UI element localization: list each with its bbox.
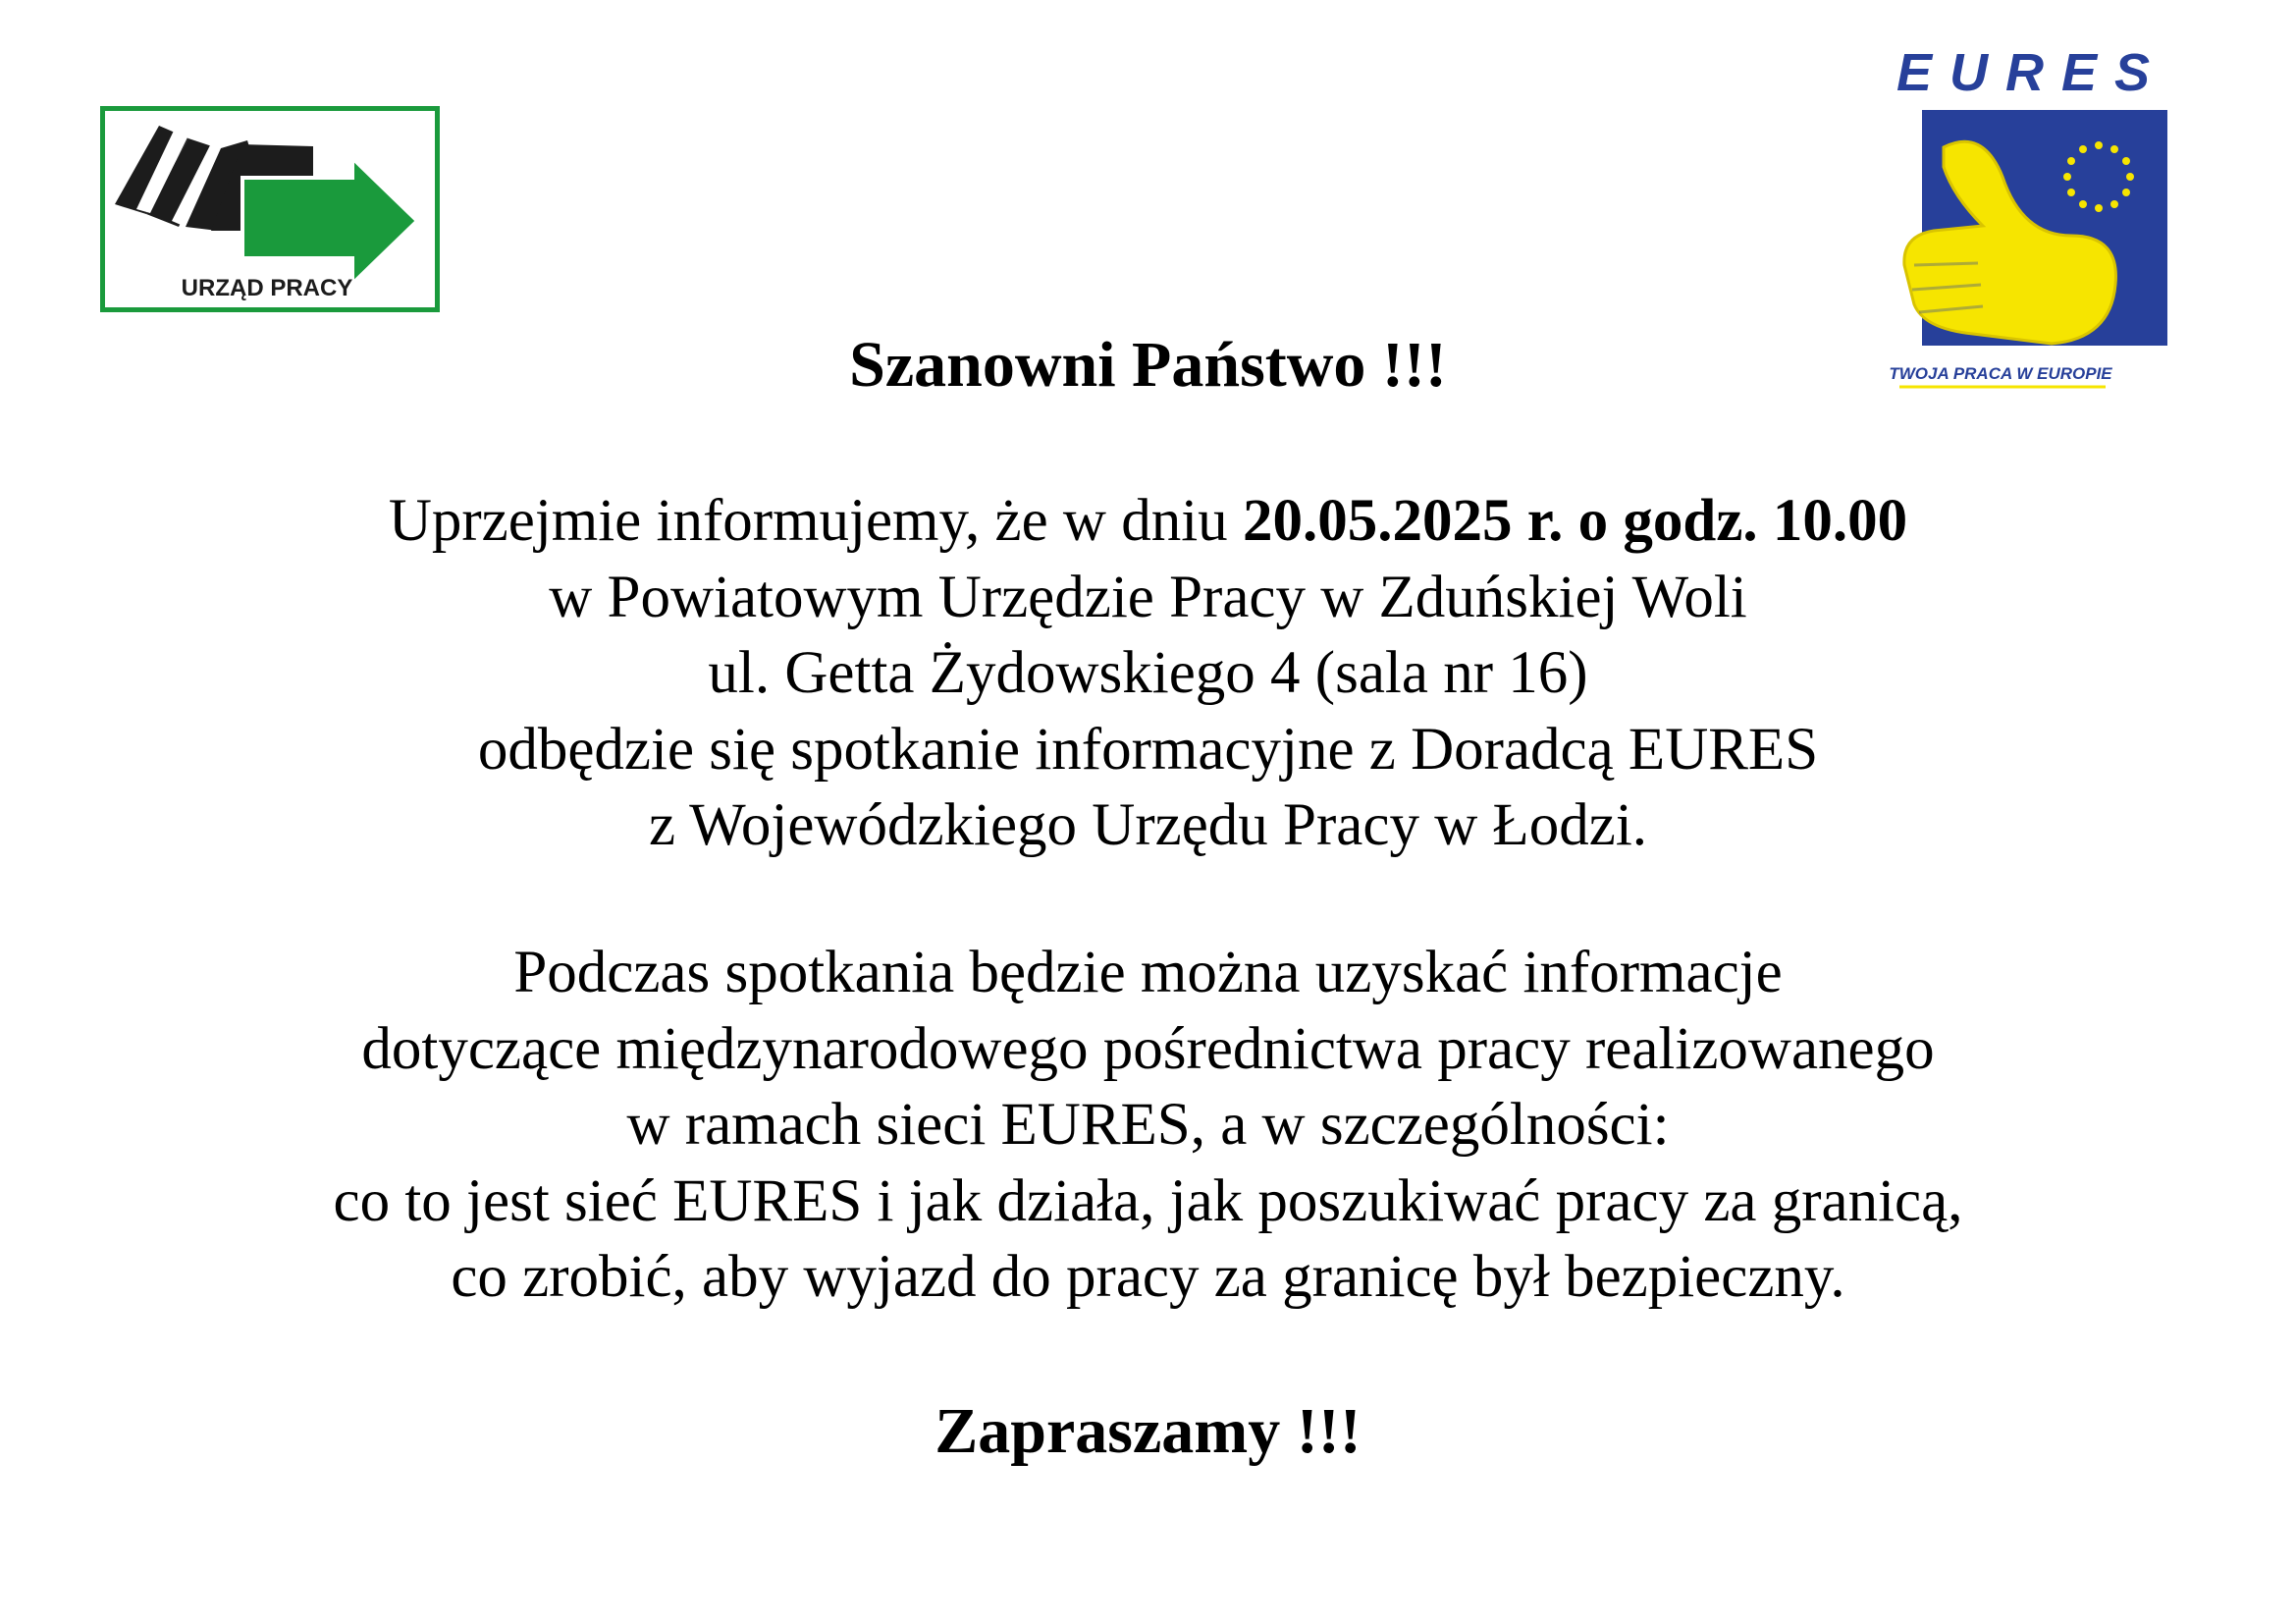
meeting-info-paragraph [0, 483, 2296, 864]
urzad-pracy-logo [100, 106, 440, 312]
details-line-2: dotyczące międzynarodowego pośrednictwa pracy realizowanego [361, 1015, 1935, 1082]
details-line-1: Podczas spotkania będzie można uzyskać informacje [513, 940, 1783, 1005]
details-line-3: w ramach sieci EURES, a w szczególności: [626, 1092, 1670, 1158]
urzad-pracy-emblem-icon [105, 111, 435, 307]
meeting-date-time: 20.05.2025 r. o godz. 10.00 [1242, 488, 1908, 554]
urzad-pracy-label: URZĄD PRACY [181, 275, 353, 301]
meeting-details-paragraph [0, 935, 2296, 1316]
meeting-topic-line: odbędzie się spotkanie informacyjne z Doradcą EURES [477, 716, 1819, 783]
page-title: Szanowni Państwo !!! [849, 329, 1447, 401]
meeting-intro-text: Uprzejmie informujemy, że w dniu [388, 488, 1243, 554]
meeting-address-line: ul. Getta Żydowskiego 4 (sala nr 16) [708, 640, 1588, 706]
details-line-5: co zrobić, aby wyjazd do pracy za granicę był bezpieczny. [451, 1244, 1845, 1310]
eures-tagline: TWOJA PRACA W EUROPIE [1889, 364, 2112, 383]
meeting-organizer-line: z Wojewódzkiego Urzędu Pracy w Łodzi. [648, 792, 1648, 858]
details-line-4: co to jest sieć EURES i jak działa, jak poszukiwać pracy za granicą, [333, 1167, 1963, 1234]
closing-invitation: Zapraszamy !!! [934, 1395, 1362, 1467]
eures-title: EURES [1896, 43, 2168, 102]
meeting-place-line: w Powiatowym Urzędzie Pracy w Zduńskiej Woli [549, 564, 1747, 630]
meeting-date-line [0, 483, 2296, 560]
